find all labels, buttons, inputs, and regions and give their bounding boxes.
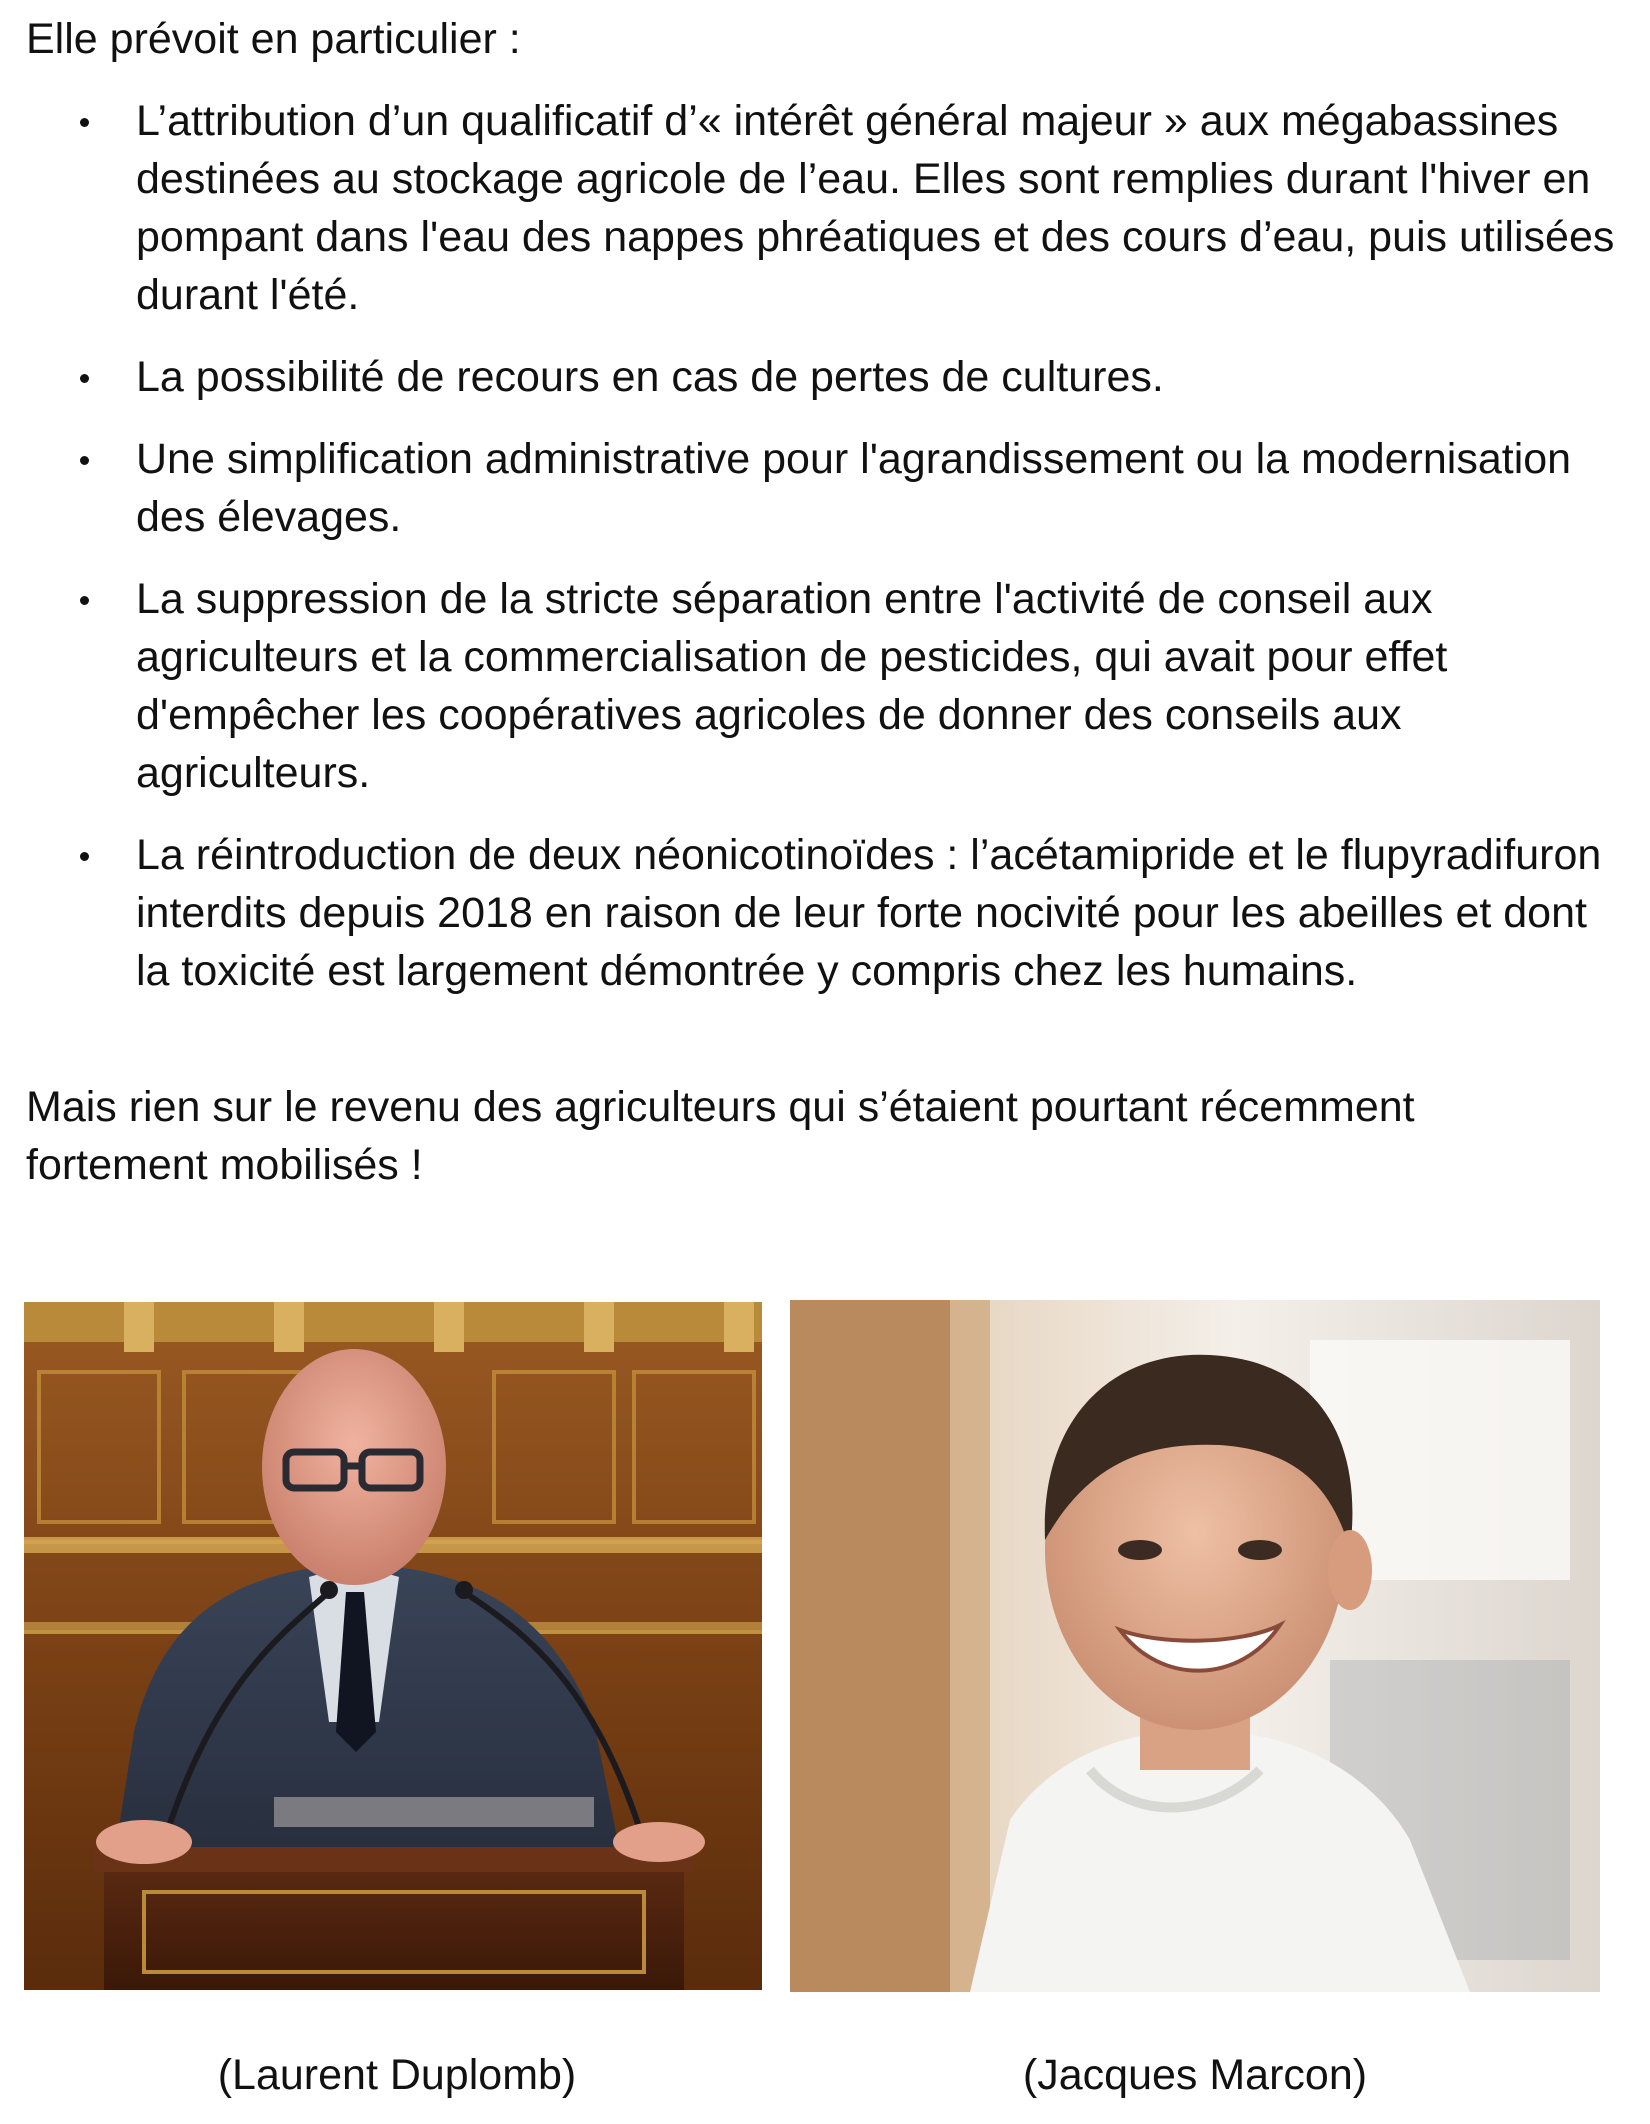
list-item bbox=[70, 570, 1630, 802]
photo-caption-jacques-marcon: (Jacques Marcon) bbox=[1022, 2051, 1368, 2099]
list-item bbox=[70, 92, 1630, 324]
bullet-icon bbox=[80, 118, 89, 127]
bullet-icon bbox=[80, 456, 89, 465]
bullet-icon bbox=[80, 852, 89, 861]
closing-text: Mais rien sur le revenu des agriculteurs qui s’étaient pourtant récemment fortement mobilisés ! bbox=[26, 1083, 1415, 1189]
bullet-icon bbox=[80, 596, 89, 605]
portrait-photo-jacques-marcon bbox=[790, 1300, 1600, 1992]
list-item-text: La suppression de la stricte séparation entre l'activité de conseil aux agriculteurs et la commercialisation de pesticides, qui avait pour effet d'empêcher les coopératives agricoles de donner des conseils aux agriculteurs. bbox=[136, 575, 1448, 797]
photo-caption-laurent-duplomb: (Laurent Duplomb) bbox=[217, 2051, 577, 2099]
portrait-photo-laurent-duplomb bbox=[24, 1302, 762, 1990]
measures-list bbox=[70, 92, 1630, 1024]
list-item-text: Une simplification administrative pour l'agrandissement ou la modernisation des élevages. bbox=[136, 435, 1572, 541]
list-item-text: La possibilité de recours en cas de pertes de cultures. bbox=[136, 353, 1164, 401]
list-item bbox=[70, 348, 1630, 406]
intro-text: Elle prévoit en particulier : bbox=[26, 15, 521, 63]
list-item bbox=[70, 430, 1630, 546]
list-item-text: L’attribution d’un qualificatif d’« intérêt général majeur » aux mégabassines destinées au stockage agricole de l’eau. Elles sont remplies durant l'hiver en pompant dans l'eau des nappes phréatiques et des cours d’eau, puis utilisées durant l'été. bbox=[136, 97, 1615, 319]
list-item bbox=[70, 826, 1630, 1000]
list-item-text: La réintroduction de deux néonicotinoïdes : l’acétamipride et le flupyradifuron interdits depuis 2018 en raison de leur forte nocivité pour les abeilles et dont la toxicité est largement démontrée y compris chez les humains. bbox=[136, 831, 1602, 995]
bullet-icon bbox=[80, 374, 89, 383]
